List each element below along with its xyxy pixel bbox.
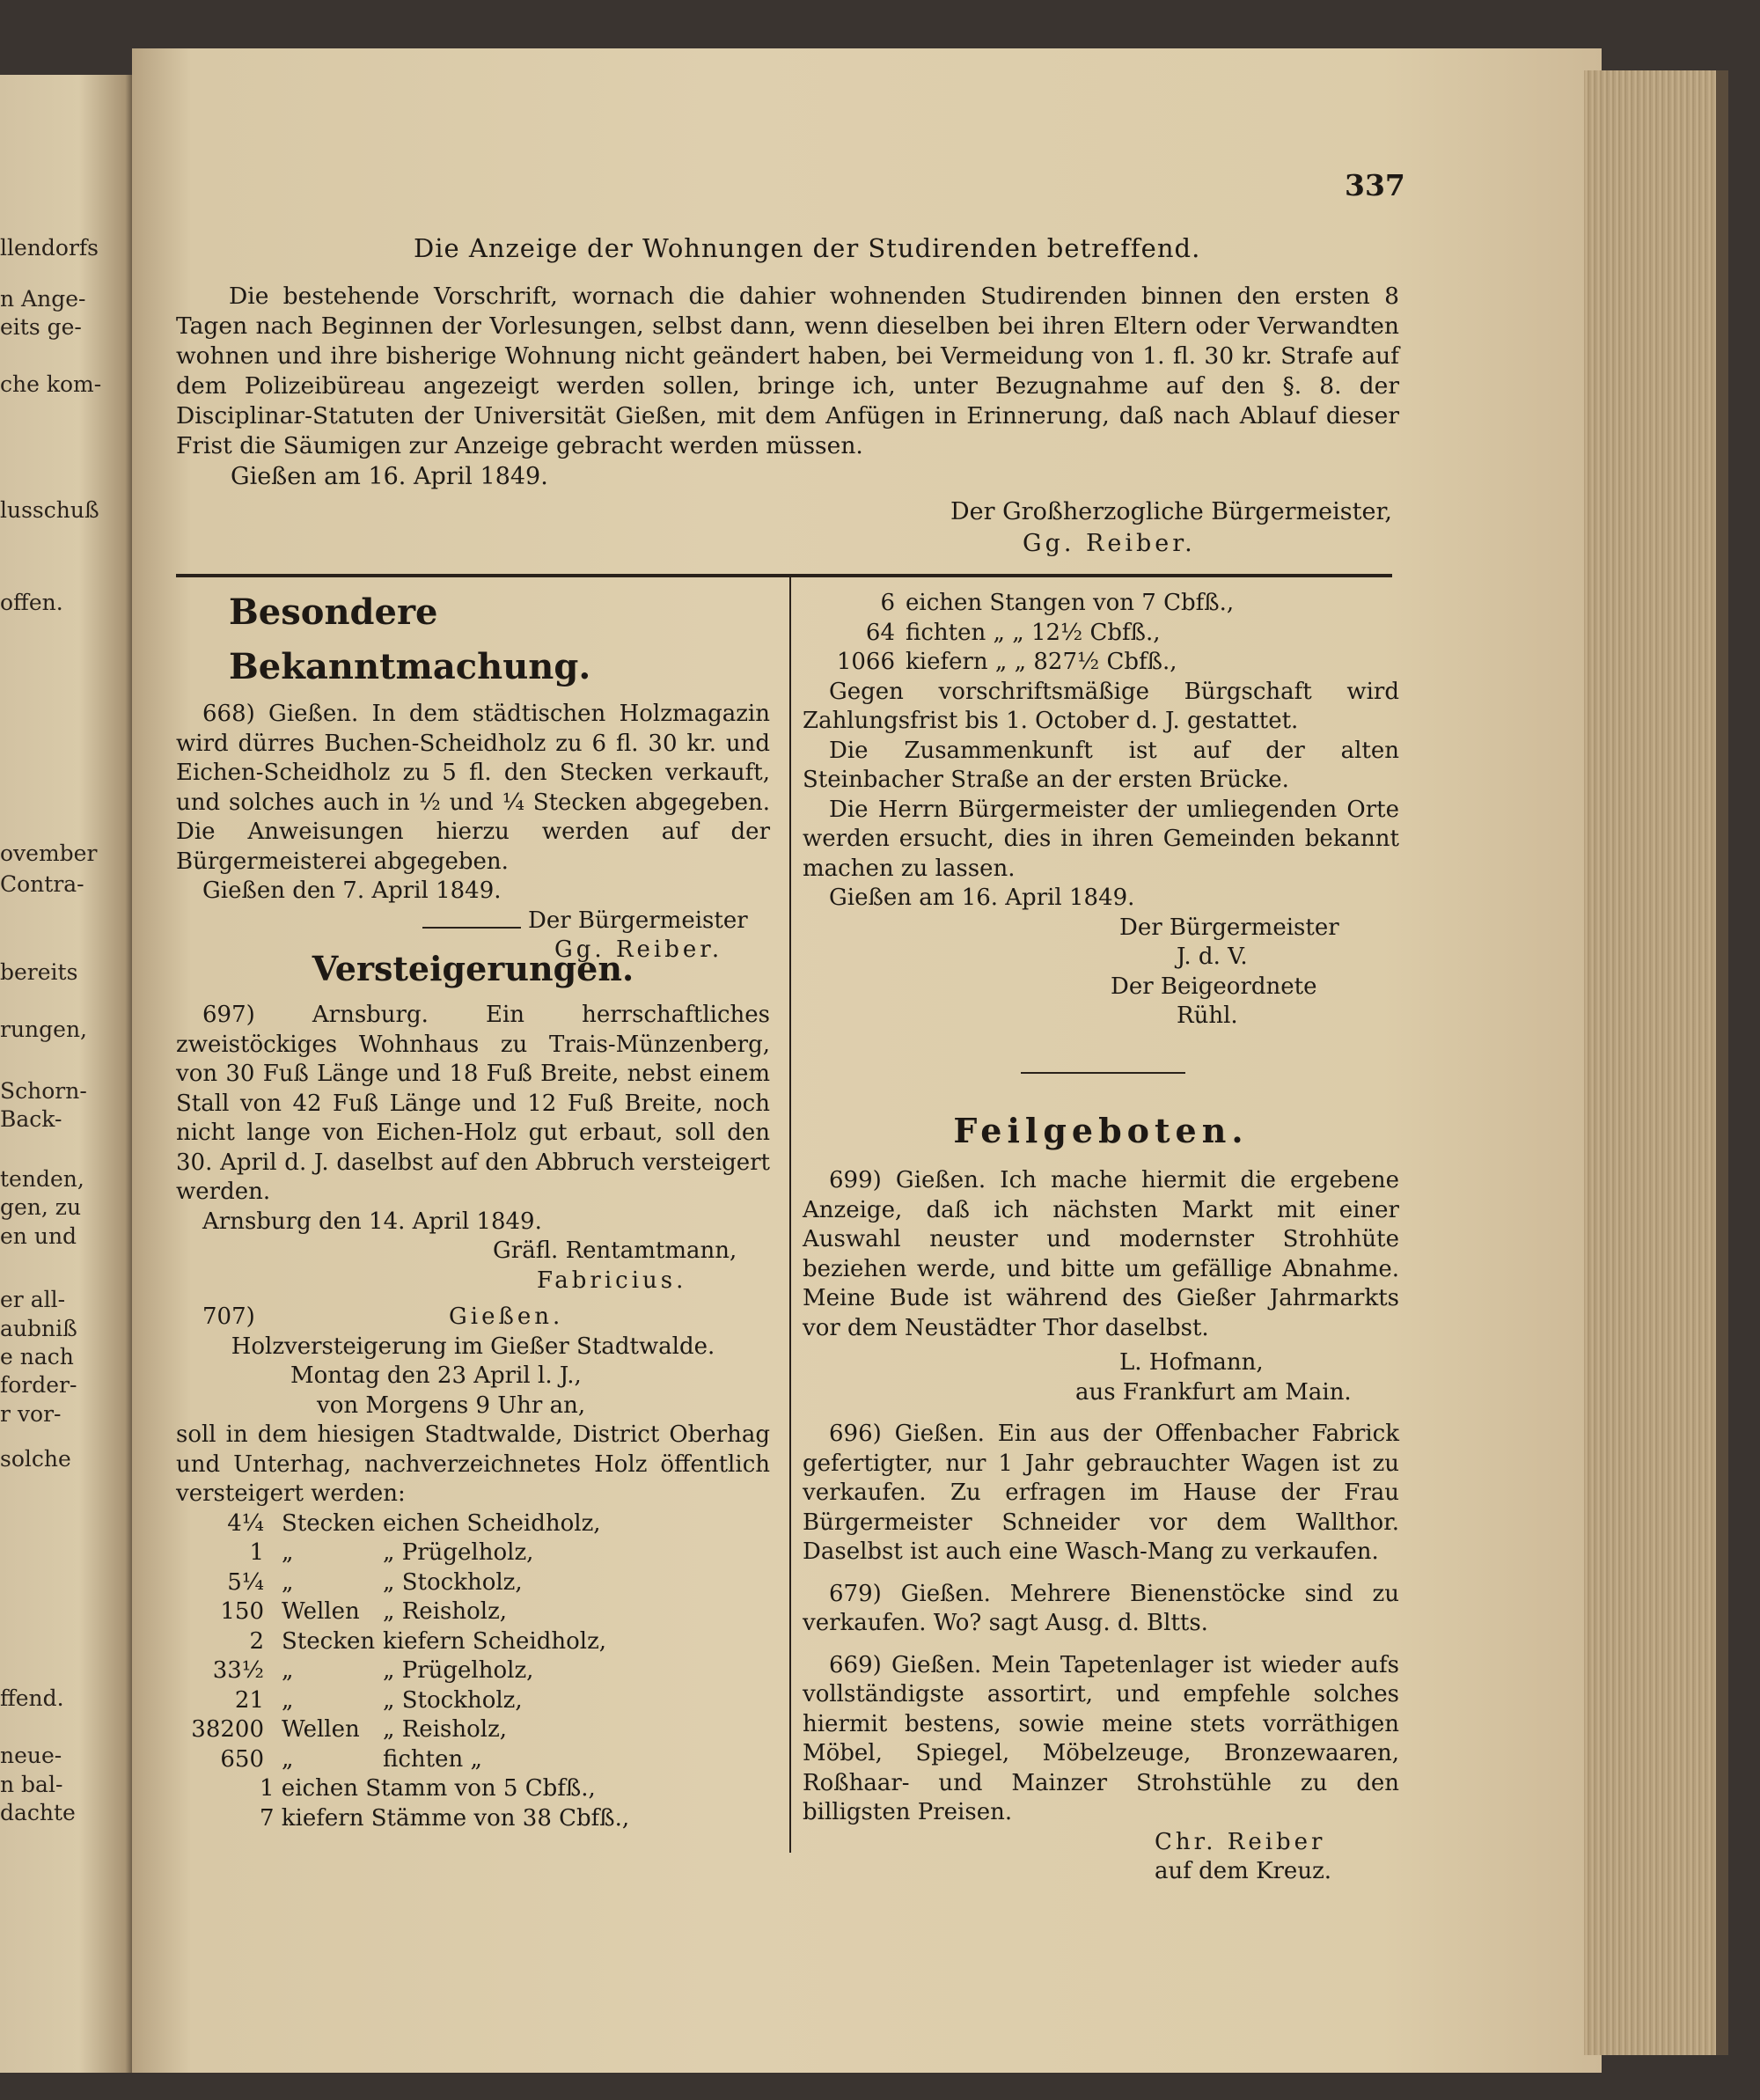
table-row <box>176 1656 770 1686</box>
row-desc: eichen Scheidholz, <box>383 1509 601 1537</box>
row-desc: „ Reisholz, <box>383 1598 508 1625</box>
row-qty: 5¼ <box>227 1568 264 1596</box>
left-fragment: neue- <box>0 1743 62 1768</box>
left-fragment: eits ge- <box>0 314 82 340</box>
right-column <box>803 589 1399 1032</box>
cont-place-date: Gießen am 16. April 1849. <box>829 885 1135 911</box>
row-qty: 1066 <box>836 649 895 675</box>
notice-signature-title: Der Großherzogliche Bürgermeister, <box>950 498 1392 525</box>
ad-699-text: 699) Gießen. Ich mache hiermit die ergebene Anzeige, daß ich nächsten Markt mit einer Auswahl neuster und modernster Strohhüte beziehen werde, und bitte um gefällige Abnahme. Meine Bude ist während des Gießer Jahrmarkts vor dem Neustädter Thor daselbst. <box>803 1167 1399 1341</box>
row-unit: Wellen <box>282 1598 360 1625</box>
ad-707-extra2: 7 kiefern Stämme von 38 Cbfß., <box>260 1804 630 1832</box>
ad-697-text: 697) Arnsburg. Ein herrschaftliches zweistöckiges Wohnhaus zu Trais-Münzenberg, von 30 Fuß Länge und 18 Fuß Breite, nebst einem Stall von 42 Fuß Länge und 12 Fuß Breite, noch nicht lange von Eichen-Holz gut erbaut, soll den 30. April d. J. daselbst auf den Abbruch versteigert werden. <box>176 1002 770 1205</box>
wood-table <box>176 1509 770 1775</box>
ad-668-place-date: Gießen den 7. April 1849. <box>202 877 502 904</box>
table-row <box>176 1627 770 1657</box>
row-desc: „ Reisholz, <box>383 1716 508 1743</box>
ad-697-place-date: Arnsburg den 14. April 1849. <box>202 1208 542 1235</box>
left-fragment: rungen, <box>0 1017 87 1042</box>
left-fragment: tenden, <box>0 1166 84 1192</box>
row-desc: „ Prügelholz, <box>383 1657 534 1684</box>
row-desc: eichen Stangen von 7 Cbfß., <box>906 590 1235 616</box>
row-qty: 2 <box>249 1627 264 1655</box>
right-column-sales <box>803 1096 1399 1887</box>
ad-669-sign2: auf dem Kreuz. <box>1155 1858 1332 1884</box>
table-row <box>176 1509 770 1539</box>
row-desc: fichten „ „ 12½ Cbfß., <box>906 619 1161 646</box>
left-page-edge <box>0 75 132 2073</box>
ad-668-sign2: Gg. Reiber. <box>554 936 723 963</box>
row-qty: 6 <box>880 590 895 616</box>
row-qty: 33½ <box>212 1657 264 1684</box>
left-fragment: n Ange- <box>0 286 86 312</box>
table-row <box>176 1686 770 1716</box>
table-row <box>176 1745 770 1775</box>
ad-707-date: Montag den 23 April l. J., <box>290 1362 582 1389</box>
cont-sign1: Der Bürgermeister <box>1119 914 1339 941</box>
row-qty: 650 <box>220 1745 264 1773</box>
left-fragment: offen. <box>0 590 63 615</box>
page-number: 337 <box>1345 168 1405 202</box>
row-unit: „ <box>282 1745 294 1773</box>
row-desc: „ Stockholz, <box>383 1686 523 1714</box>
left-fragment: Contra- <box>0 871 84 897</box>
left-fragment: gen, zu <box>0 1194 82 1220</box>
table-row <box>176 1568 770 1598</box>
left-fragment: e nach <box>0 1344 74 1369</box>
row-qty: 64 <box>865 619 895 646</box>
row-desc: fichten „ <box>383 1745 482 1773</box>
left-fragment: che kom- <box>0 371 102 397</box>
ad-668-sign1: Der Bürgermeister <box>528 907 748 934</box>
left-fragment: er all- <box>0 1287 66 1312</box>
left-fragment: forder- <box>0 1372 77 1398</box>
ad-669-text: 669) Gießen. Mein Tapetenlager ist wieder aufs vollständigste assortirt, und empfehle solches hiermit bestens, sowie meine stets vorräthigen Möbel, Spiegel, Möbelzeuge, Bronzewaaren, Roßhaar- und Mainzer Strohstühle zu den billigsten Preisen. <box>803 1651 1399 1825</box>
row-desc: „ Stockholz, <box>383 1568 523 1596</box>
left-column <box>176 585 770 966</box>
ad-699-sign1: L. Hofmann, <box>1119 1349 1264 1376</box>
cont-text-1: Gegen vorschriftsmäßige Bürgschaft wird Zahlungsfrist bis 1. October d. J. gestattet. <box>803 678 1399 734</box>
row-desc: kiefern „ „ 827½ Cbfß., <box>906 649 1177 675</box>
row-qty: 21 <box>234 1686 264 1714</box>
left-fragment: llendorfs <box>0 235 99 261</box>
table-row <box>803 648 1399 678</box>
left-fragment: r vor- <box>0 1401 62 1427</box>
table-row <box>803 589 1399 619</box>
sale-heading: Feilgeboten. <box>953 1111 1249 1150</box>
ad-697-sign1: Gräfl. Rentamtmann, <box>493 1237 737 1264</box>
page-stack-edge <box>1584 70 1728 2055</box>
left-fragment: solche <box>0 1446 71 1472</box>
table-row <box>803 619 1399 649</box>
table-row <box>176 1538 770 1568</box>
cont-text-2: Die Zusammenkunft ist auf der alten Steinbacher Straße an der ersten Brücke. <box>803 737 1399 793</box>
row-qty: 38200 <box>191 1716 264 1743</box>
row-qty: 150 <box>220 1598 264 1625</box>
ad-679-text: 679) Gießen. Mehrere Bienenstöcke sind zu verkaufen. Wo? sagt Ausg. d. Bltts. <box>803 1580 1399 1636</box>
row-desc: kiefern Scheidholz, <box>383 1627 607 1655</box>
left-fragment: bereits <box>0 959 78 985</box>
separator-rule <box>1021 1072 1185 1074</box>
separator-rule <box>422 927 521 929</box>
row-qty: 4¼ <box>227 1509 264 1537</box>
ad-707-time: von Morgens 9 Uhr an, <box>317 1391 586 1419</box>
ad-697-sign2: Fabricius. <box>537 1267 687 1294</box>
left-fragment: ffend. <box>0 1685 64 1711</box>
auction-heading: Versteigerungen. <box>312 949 634 988</box>
row-unit: „ <box>282 1568 294 1596</box>
left-fragment: aubniß <box>0 1316 77 1341</box>
left-fragment: Schorn- <box>0 1078 87 1104</box>
ad-707-extra1: 1 eichen Stamm von 5 Cbfß., <box>260 1775 596 1802</box>
left-fragment: ovember <box>0 841 98 866</box>
row-unit: Stecken <box>282 1509 376 1537</box>
cont-sign2: J. d. V. <box>1177 944 1248 970</box>
notice-title: Die Anzeige der Wohnungen der Studirenden betreffend. <box>414 233 1201 263</box>
table-row <box>176 1715 770 1745</box>
ad-699-sign2: aus Frankfurt am Main. <box>1075 1378 1352 1406</box>
continued-table <box>803 589 1399 678</box>
left-column-auctions <box>176 937 770 1833</box>
notice-place-date: Gießen am 16. April 1849. <box>231 463 548 490</box>
left-fragment: en und <box>0 1223 77 1249</box>
ad-707-number: 707) <box>202 1303 255 1330</box>
ad-669-sign1: Chr. Reiber <box>1155 1828 1326 1855</box>
left-fragment: dachte <box>0 1800 76 1825</box>
left-fragment: Back- <box>0 1106 62 1132</box>
left-fragment: n bal- <box>0 1772 63 1797</box>
cont-text-3: Die Herrn Bürgermeister der umliegenden Orte werden ersucht, dies in ihren Gemeinden bekannt machen zu lassen. <box>803 796 1399 882</box>
ad-707-text: soll in dem hiesigen Stadtwalde, District Oberhag und Unterhag, nachverzeichnetes Holz öffentlich versteigert werden: <box>176 1421 770 1507</box>
special-heading: Besondere Bekanntmachung. <box>229 591 591 687</box>
column-rule <box>789 576 791 1853</box>
row-unit: Wellen <box>282 1716 360 1743</box>
cont-sign4: Rühl. <box>1177 1002 1238 1029</box>
ad-696-text: 696) Gießen. Ein aus der Offenbacher Fabrick gefertigter, nur 1 Jahr gebrauchter Wagen ist zu verkaufen. Zu erfragen im Hause der Frau Bürgermeister Schneider vor dem Wallthor. Daselbst ist auch eine Wasch-Mang zu verkaufen. <box>803 1421 1399 1565</box>
notice-body: Die bestehende Vorschrift, wornach die dahier wohnenden Studirenden binnen den ersten 8 Tagen nach Beginnen der Vorlesungen, selbst dann, wenn dieselben bei ihren Eltern oder Verwandten wohnen und ihre bisherige Wohnung nicht geändert haben, bei Vermeidung von 1. fl. 30 kr. Strafe auf dem Polizeibüreau angezeigt werden sollen, bringe ich, unter Bezugnahme auf den §. 8. der Disciplinar-Statuten der Universität Gießen, mit dem Anfügen in Erinnerung, daß nach Ablauf dieser Frist die Säumigen zur Anzeige gebracht werden müssen. <box>176 283 1399 459</box>
cont-sign3: Der Beigeordnete <box>1111 973 1317 1000</box>
left-fragment: lusschuß <box>0 497 99 523</box>
row-unit: „ <box>282 1657 294 1684</box>
ad-707-title: Holzversteigerung im Gießer Stadtwalde. <box>231 1333 715 1360</box>
ad-707-place: Gießen. <box>449 1303 564 1330</box>
section-rule <box>176 574 1392 577</box>
row-unit: „ <box>282 1686 294 1714</box>
row-desc: „ Prügelholz, <box>383 1539 534 1566</box>
table-row <box>176 1597 770 1627</box>
row-qty: 1 <box>249 1539 264 1566</box>
row-unit: „ <box>282 1539 294 1566</box>
notice-signature-name: Gg. Reiber. <box>1023 530 1196 557</box>
ad-668-text: 668) Gießen. In dem städtischen Holzmagazin wird dürres Buchen-Scheidholz zu 6 fl. 30 kr. und Eichen-Scheidholz zu 5 fl. den Stecken verkauft, und solches auch in ½ und ¼ Stecken abgegeben. Die Anweisungen hierzu werden auf der Bürgermeisterei abgegeben. <box>176 701 770 875</box>
row-unit: Stecken <box>282 1627 376 1655</box>
